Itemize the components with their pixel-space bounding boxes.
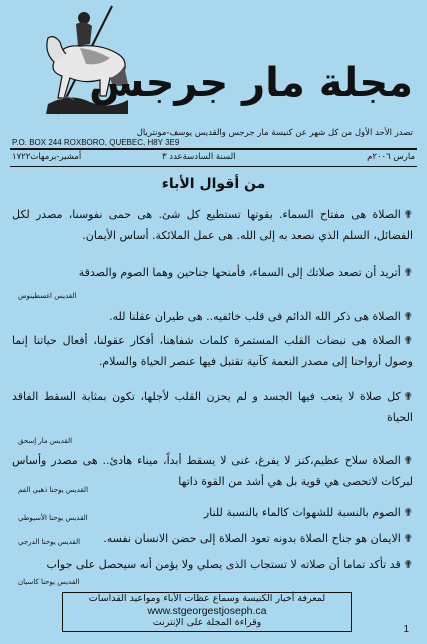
mailing-address: P.O. BOX 244 ROXBORO, QUEBEC, H8Y 3E9 [12,138,180,147]
cross-icon: ✟ [403,454,413,467]
cross-icon: ✟ [403,310,413,323]
header-divider [10,148,417,150]
saying-paragraph [12,306,413,327]
saying-text: أتريد أن تصعد صلاتك إلى السماء، فأمنحها جناحين وهما الصوم والصدقة [78,266,401,279]
saying-text: كل صلاة لا يتعب فيها الجسد و لم يحزن القلب لأجلها، تكون بمثابة السقط الفاقد الحياة [12,390,413,424]
dateline-divider [10,166,417,167]
saying-attribution: القديس مار إسحق [18,437,73,445]
saying-paragraph [12,554,413,575]
issue-volume: السنة السادسةعدد ٣ [162,152,236,162]
coptic-date: أمشير-برمهات١٧٢٢ [12,152,82,162]
website-notice-box [62,592,352,632]
saying-text: الصوم بالنسبة للشهوات كالماء بالنسبة للنار [203,506,401,519]
cross-icon: ✟ [403,334,413,347]
saying-attribution: القديس يوحنا الدرجي [18,538,81,546]
saying-attribution: القديس يوحنا ذهبي الفم [18,486,89,494]
cross-icon: ✟ [403,558,413,571]
cross-icon: ✟ [403,208,413,221]
saying-paragraph [12,330,413,372]
saying-paragraph [12,386,413,428]
saying-text: الصلاة سلاح عظيم،كنز لا يفرغ، غنى لا يسقط أبداً، ميناء هادئ.. هى مصدر وأساس لبركات لاتحصى هي قوية بل هي أشد من القوة ذاتها [12,454,413,488]
website-link[interactable]: www.stgeorgestjoseph.ca [147,605,267,617]
saying-paragraph [12,262,413,283]
magazine-title: مجلة مار جرجس [89,60,413,106]
saying-attribution: القديس اغسطينوس [18,292,77,300]
page-number: 1 [403,624,409,635]
saying-text: الصلاة هى نبضات القلب المستمرة كلمات شفاهنا، أفكار عقولنا، أفعال حياتنا إنما وصول أرواحنا إلى مصدر النعمة كآنية تقتبل فيها عنصر الحياة والسلام. [12,334,413,368]
saying-attribution: القديس يوحنا الأسيوطي [18,514,88,522]
saying-text: الايمان هو جناح الصلاة بدونه تعود الصلاة إلى حضن الانسان نفسه. [103,532,401,545]
saying-attribution: القديس يوحنا كاسيان [18,578,80,586]
issue-date: مارس ٢٠٠٦م [367,152,415,162]
website-notice-line: وقراءة المجلة على الإنترنت [152,617,262,628]
saying-text: الصلاة هى مفتاح السماء. بقوتها تستطيع كل شئ. هى حمى نفوسنا، مصدر لكل الفضائل، السلم الذي نصعد به إلى الله. هى عمل الملائكة. أساس الأيمان. [12,208,413,242]
dateline [12,152,415,164]
cross-icon: ✟ [403,532,413,545]
cross-icon: ✟ [403,266,413,279]
cross-icon: ✟ [403,390,413,403]
saying-text: قد تأكد تماما أن صلاته لا تستجاب الذى يصلي ولا يؤمن أنه سيحصل على جواب [46,558,401,571]
saying-paragraph [12,204,413,246]
section-title: من أقوال الأباء [161,176,266,192]
magazine-subtitle: تصدر الأحد الأول من كل شهر عن كنيسة مار جرجس والقديس يوسف-مونتريال [136,128,413,138]
cross-icon: ✟ [403,506,413,519]
website-notice-line: لمعرفة أخبار الكنيسة وسماع عظات الأباء ومواعيد القداسات [88,593,326,604]
saying-text: الصلاة هى ذكر الله الدائم فى قلب خائفيه.. هى طيران عقلنا لله. [109,310,401,323]
